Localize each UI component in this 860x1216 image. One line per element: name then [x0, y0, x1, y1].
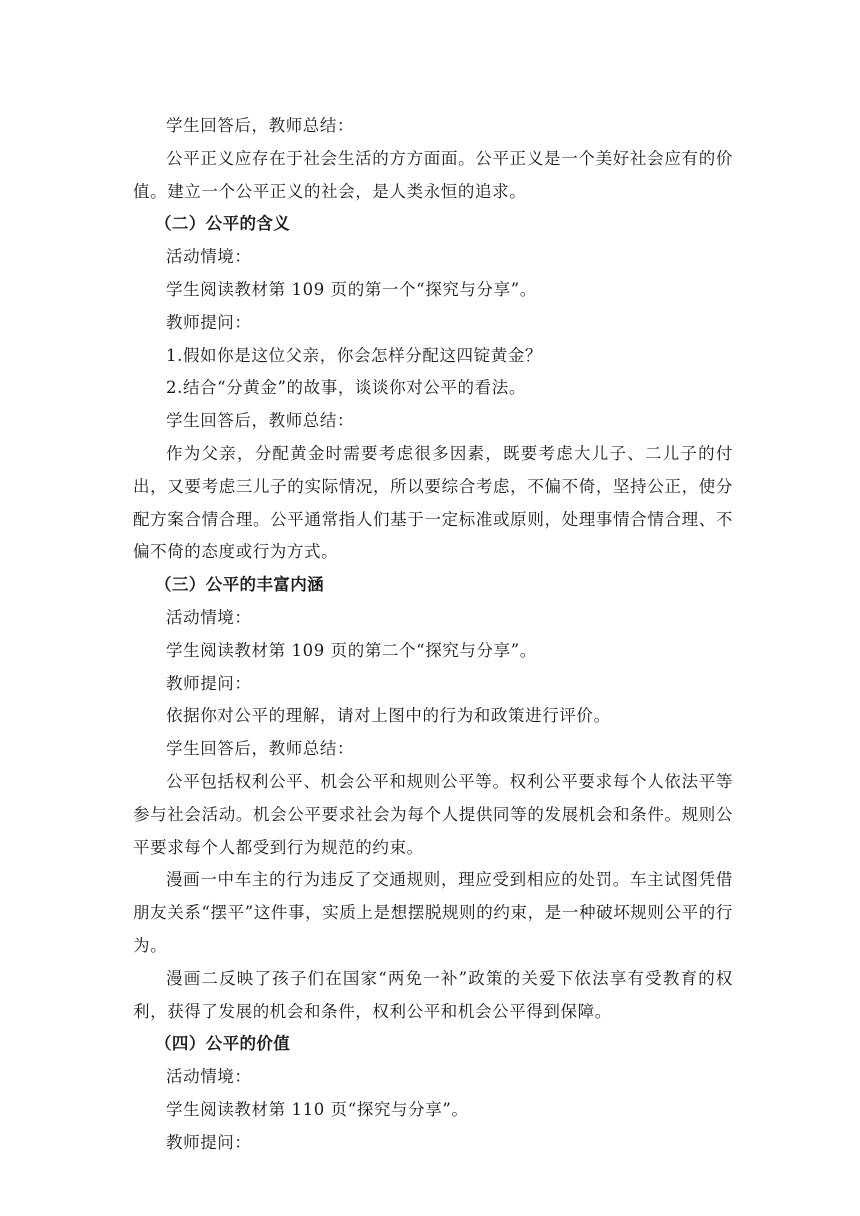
paragraph: 学生阅读教材第 109 页的第一个“探究与分享”。	[166, 279, 537, 299]
paragraph: 教师提问：	[166, 673, 252, 693]
list-item: 1.假如你是这位父亲，你会怎样分配这四锭黄金？	[166, 345, 543, 365]
paragraph: 学生回答后，教师总结：	[166, 739, 355, 759]
section-heading: （二）公平的含义	[155, 214, 291, 234]
section-heading: （三）公平的丰富内涵	[155, 575, 324, 595]
document-body	[133, 110, 733, 1160]
paragraph: 教师提问：	[166, 1132, 252, 1152]
paragraph: 漫画一中车主的行为违反了交通规则，理应受到相应的处罚。车主试图凭借朋友关系“摆平”这件事，实质上是想摆脱规则的约束，是一种破坏规则公平的行为。	[133, 870, 733, 955]
paragraph: 活动情境：	[166, 247, 252, 267]
paragraph: 活动情境：	[166, 607, 252, 627]
paragraph: 学生回答后，教师总结：	[166, 116, 355, 135]
list-item: 2.结合“分黄金”的故事，谈谈你对公平的看法。	[166, 378, 526, 398]
paragraph: 公平包括权利公平、机会公平和规则公平等。权利公平要求每个人依法平等参与社会活动。机会公平要求社会为每个人提供同等的发展机会和条件。规则公平要求每个人都受到行为规范的约束。	[133, 771, 733, 857]
paragraph: 教师提问：	[166, 312, 252, 332]
paragraph: 漫画二反映了孩子们在国家“两免一补”政策的关爱下依法享有受教育的权利，获得了发展的机会和条件，权利公平和机会公平得到保障。	[133, 968, 733, 1021]
section-heading: （四）公平的价值	[155, 1034, 291, 1054]
paragraph: 依据你对公平的理解，请对上图中的行为和政策进行评价。	[166, 706, 611, 726]
paragraph: 公平正义应存在于社会生活的方方面面。公平正义是一个美好社会应有的价值。建立一个公平正义的社会，是人类永恒的追求。	[133, 148, 733, 201]
paragraph: 作为父亲，分配黄金时需要考虑很多因素，既要考虑大儿子、二儿子的付出，又要考虑三儿子的实际情况，所以要综合考虑，不偏不倚，坚持公正，使分配方案合情合理。公平通常指人们基于一定标准或原则，处理事情合情合理、不偏不倚的态度或行为方式。	[133, 443, 733, 562]
paragraph: 学生回答后，教师总结：	[166, 411, 355, 431]
paragraph: 学生阅读教材第 110 页“探究与分享”。	[166, 1099, 469, 1119]
paragraph: 学生阅读教材第 109 页的第二个“探究与分享”。	[166, 640, 537, 660]
paragraph: 活动情境：	[166, 1067, 252, 1087]
